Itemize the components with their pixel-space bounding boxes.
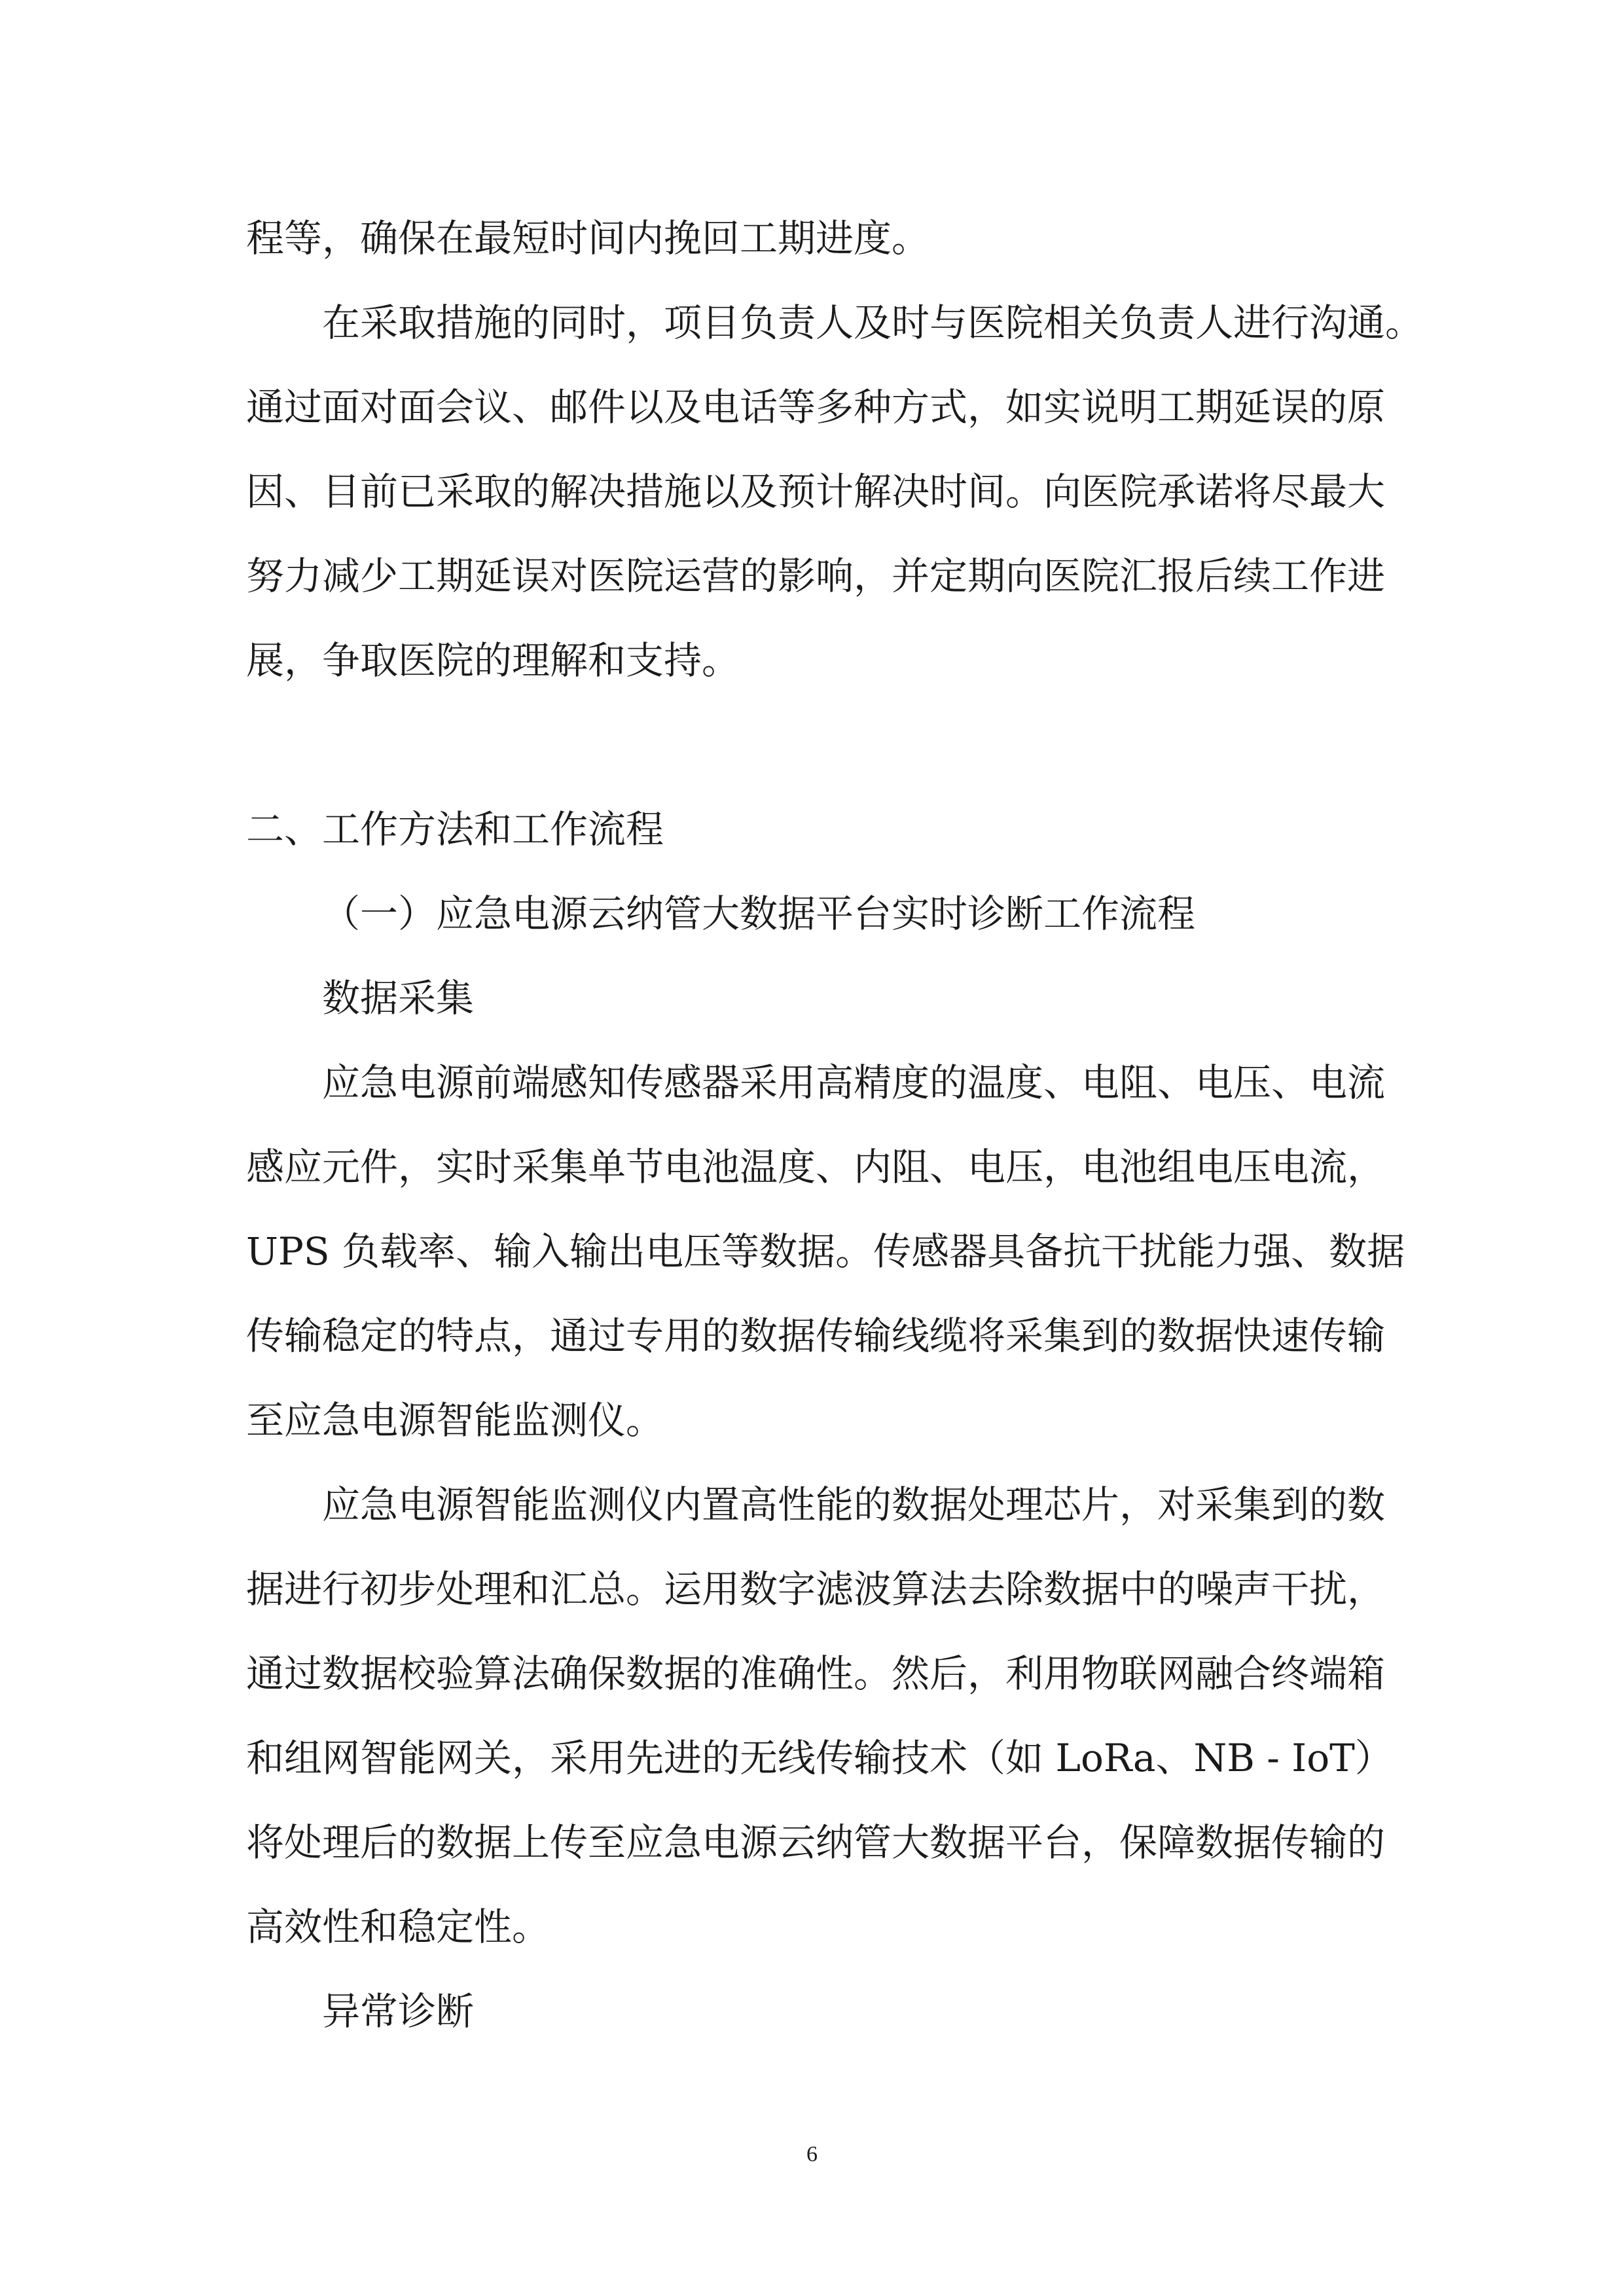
text-line: 在采取措施的同时，项目负责人及时与医院相关负责人进行沟通。 (322, 300, 1424, 345)
text-line: 至应急电源智能监测仪。 (246, 1398, 664, 1443)
text-line: 程等，确保在最短时间内挽回工期进度。 (246, 216, 930, 260)
paragraph-gap (246, 703, 1398, 787)
text-line: UPS 负载率、输入输出电压等数据。传感器具备抗干扰能力强、数据 (246, 1229, 1405, 1274)
text-line: 据进行初步处理和汇总。运用数字滤波算法去除数据中的噪声干扰， (246, 1567, 1386, 1611)
text-line: 传输稳定的特点，通过专用的数据传输线缆将采集到的数据快速传输 (246, 1314, 1386, 1358)
text-line: 因、目前已采取的解决措施以及预计解决时间。向医院承诺将尽最大 (246, 469, 1386, 514)
text-line: 努力减少工期延误对医院运营的影响，并定期向医院汇报后续工作进 (246, 554, 1386, 598)
text-line: 异常诊断 (322, 1989, 475, 2034)
page-number: 6 (806, 2142, 818, 2166)
text-line: 将处理后的数据上传至应急电源云纳管大数据平台，保障数据传输的 (246, 1820, 1386, 1865)
text-line: 应急电源智能监测仪内置高性能的数据处理芯片，对采集到的数 (322, 1482, 1386, 1527)
text-line: 通过数据校验算法确保数据的准确性。然后，利用物联网融合终端箱 (246, 1651, 1386, 1696)
text-line: 感应元件，实时采集单节电池温度、内阻、电压，电池组电压电流， (246, 1145, 1386, 1189)
text-line: 和组网智能网关，采用先进的无线传输技术（如 LoRa、NB - IoT） (246, 1736, 1393, 1780)
text-line: 通过面对面会议、邮件以及电话等多种方式，如实说明工期延误的原 (246, 385, 1386, 429)
text-line: 高效性和稳定性。 (246, 1905, 550, 1949)
body-text (246, 196, 1424, 2054)
text-line: （一）应急电源云纳管大数据平台实时诊断工作流程 (322, 891, 1196, 936)
text-line: 数据采集 (322, 976, 475, 1020)
text-line: 展，争取医院的理解和支持。 (246, 638, 740, 683)
text-line: 应急电源前端感知传感器采用高精度的温度、电阻、电压、电流 (322, 1060, 1386, 1105)
text-line: 二、工作方法和工作流程 (246, 807, 664, 852)
